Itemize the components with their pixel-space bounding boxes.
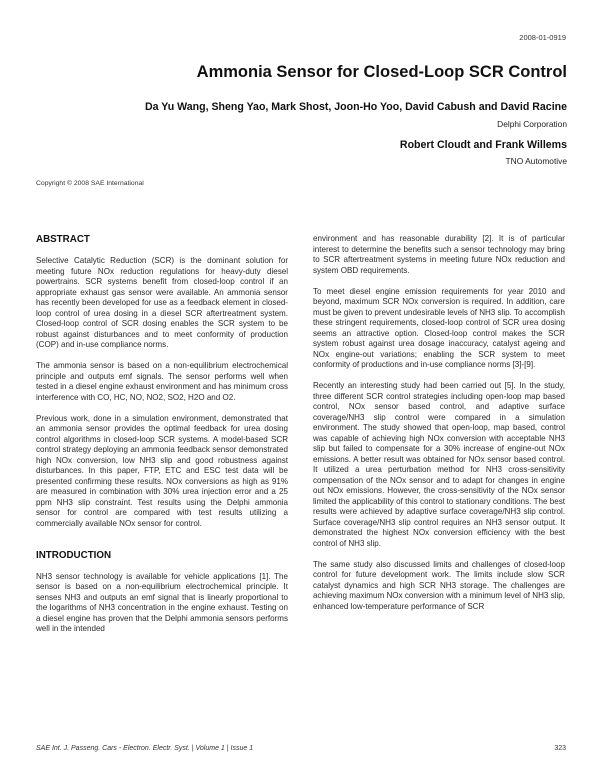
abstract-paragraph: Previous work, done in a simulation environment, demonstrated that an ammonia sensor provides the optimal feedback for urea dosing control algorithms in closed-loop SCR systems. A model-based SCR control strategy deploying an ammonia feedback sensor demonstrated high NOx conversion, low NH3 slip and good robustness against disturbances. In this paper, FTP, ETC and ESC test data will be presented confirming these results. NOx conversions as high as 91% are measured in combination with 30% urea injection error and a 25 ppm NH3 slip constraint. Test results using the Delphi ammonia sensor for control are compared with test results utilizing a commercially available NOx sensor for control. — [36, 413, 288, 528]
author-list-1: Da Yu Wang, Sheng Yao, Mark Shost, Joon-Ho Yoo, David Cabush and David Racine — [144, 101, 567, 113]
document-number: 2008-01-0919 — [519, 33, 566, 42]
abstract-paragraph: The ammonia sensor is based on a non-equilibrium electrochemical principle and outputs emf signals. The sensor performs well when tested in a diesel engine exhaust environment and has minimum cross interference with CO, HC, NO, NO2, SO2, H2O and O2. — [36, 361, 288, 402]
page-number: 323 — [554, 745, 566, 752]
affiliation-1: Delphi Corporation — [497, 119, 567, 129]
author-list-2: Robert Cloudt and Frank Willems — [399, 139, 567, 151]
abstract-paragraph: Selective Catalytic Reduction (SCR) is the dominant solution for meeting future NOx reduction regulations for heavy-duty diesel powertrains. SCR systems benefit from closed-loop control if an appropriate exhaust gas sensor were available. An ammonia sensor has recently been developed for use as a feedback element in closed-loop control of urea dosing in a diesel SCR aftertreatment system. Closed-loop control of SCR dosing enables the SCR system to be robust against disturbances and to meet conformity of production (COP) and in-use compliance norms. — [36, 256, 288, 349]
copyright-notice: Copyright © 2008 SAE International — [36, 180, 144, 187]
abstract-heading: ABSTRACT — [36, 234, 90, 245]
introduction-paragraph: NH3 sensor technology is available for vehicle applications [1]. The sensor is based on a non-equilibrium electrochemical principle. It senses NH3 and outputs an emf signal that is linearly proportional to the logarithms of NH3 concentration in the engine exhaust. Testing on a diesel engine has proven that the Delphi ammonia sensors performs well in the intended — [36, 571, 288, 633]
body-paragraph: environment and has reasonable durability [2]. It is of particular interest to determine the benefits such a sensor technology may bring to SCR aftertreatment systems in meeting future NOx reduction and system OBD requirements. — [313, 234, 565, 275]
body-paragraph: The same study also discussed limits and challenges of closed-loop control for future development work. The limits include slow SCR catalyst dynamics and high SCR NH3 storage. The challenges are achieving maximum NOx conversion with a minimum level of NH3 slip, enhanced low-temperature performance of SCR — [313, 559, 565, 611]
affiliation-2: TNO Automotive — [505, 156, 567, 166]
left-column — [36, 234, 288, 645]
body-paragraph: To meet diesel engine emission requirements for year 2010 and beyond, maximum SCR NOx conversion is required. In addition, care must be given to prevent undesirable levels of NH3 slip. To accomplish these stringent requirements, closed-loop control of SCR urea dosing seems an attractive option. Closed-loop control makes the SCR system robust against urea dosage inaccuracy, catalyst ageing and NOx engine-out variations; enabling the SCR system to meet conformity of productions and in-use compliance norms [3]-[9]. — [313, 286, 565, 369]
introduction-heading: INTRODUCTION — [36, 549, 112, 561]
journal-footer: SAE Int. J. Passeng. Cars - Electron. Electr. Syst. | Volume 1 | Issue 1 — [36, 745, 254, 752]
right-column — [313, 234, 565, 623]
body-paragraph: Recently an interesting study had been carried out [5]. In the study, three different SCR control strategies including open-loop map based control, NOx sensor based control, and adaptive surface coverage/NH3 slip control were compared in a simulation environment. The study showed that open-loop, map based, control was capable of achieving high NOx conversion with acceptable NH3 slip but failed to compensate for a 30% increase of engine-out NOx emissions. A better result was obtained for NOx sensor based control. It utilized a urea perturbation method for NH3 cross-sensitivity compensation of the NOx sensor and to adapt for changes in engine out NOx emissions. However, the cross-sensitivity of the NOx sensor limited the applicability of this control to stationary conditions. The best results were achieved by adaptive surface coverage/NH3 slip control. Surface coverage/NH3 slip control requires an NH3 sensor output. It demonstrated the highest NOx conversion efficiency with the best control of NH3 slip. — [313, 381, 565, 548]
paper-title: Ammonia Sensor for Closed-Loop SCR Control — [196, 63, 567, 81]
